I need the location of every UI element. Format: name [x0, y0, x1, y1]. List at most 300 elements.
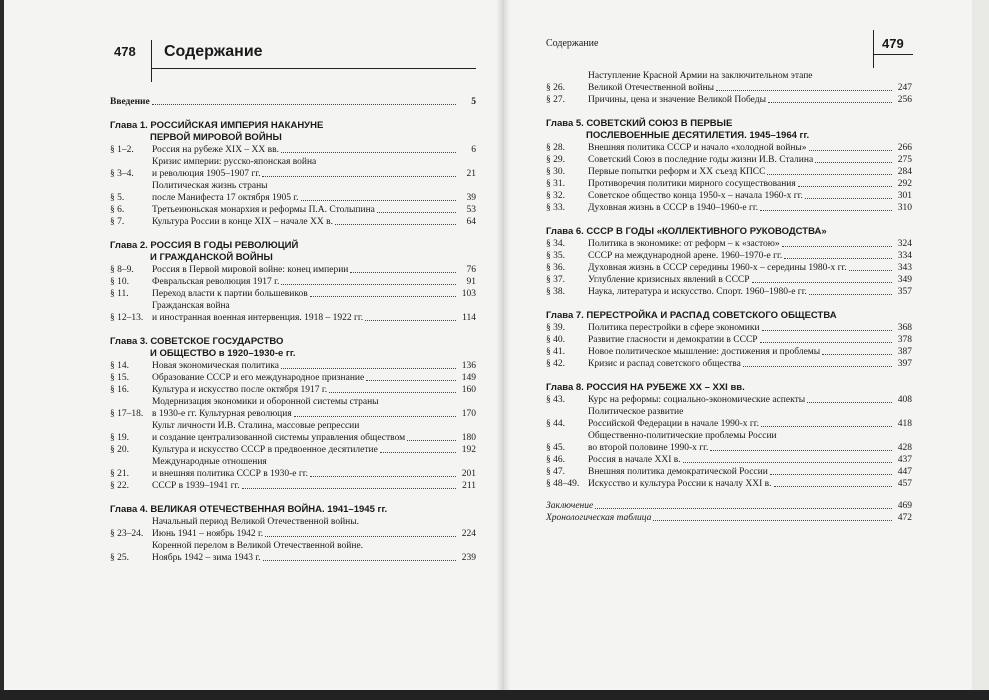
toc-entry [110, 180, 476, 204]
section-number: § 37. [546, 275, 565, 285]
entry-line [588, 142, 912, 154]
section-number: § 19. [110, 433, 129, 443]
toc-entry [546, 406, 912, 430]
toc-entry [110, 540, 476, 564]
entry-title: Общественно-политические проблемы России [588, 431, 777, 441]
entry-page-number: 284 [897, 167, 912, 177]
section-number: § 36. [546, 263, 565, 273]
toc-entry [110, 372, 476, 384]
toc-entry [110, 144, 476, 156]
entry-line [152, 180, 476, 192]
dot-leader [809, 150, 892, 151]
page-number: 478 [114, 44, 136, 59]
entry-title: Противоречия политики мирного сосуществования [588, 179, 796, 189]
entry-line [546, 500, 912, 512]
section-number: § 14. [110, 361, 129, 371]
dot-leader [263, 560, 456, 561]
entry-page-number: 387 [897, 347, 912, 357]
section-number: § 21. [110, 469, 129, 479]
toc-entry [110, 384, 476, 396]
toc-entry [546, 70, 912, 94]
entry-line [152, 276, 476, 288]
entry-body [152, 264, 476, 276]
chapter-title-line: И ГРАЖДАНСКОЙ ВОЙНЫ [150, 252, 273, 263]
entry-line [152, 300, 476, 312]
entry-title: Россия в Первой мировой войне: конец империи [152, 265, 349, 275]
dot-leader [350, 272, 456, 273]
entry-page-number: 357 [897, 287, 912, 297]
entry-title: Российской Федерации в начале 1990-х гг. [588, 419, 760, 429]
entry-title: Культ личности И.В. Сталина, массовые репрессии [152, 421, 360, 431]
chapter-title-line: Глава 8. РОССИЯ НА РУБЕЖЕ XX – XXI вв. [546, 382, 745, 393]
section-number: § 31. [546, 179, 565, 189]
entry-page-number: 275 [897, 155, 912, 165]
entry-body [152, 156, 476, 180]
toc-entry [546, 262, 912, 274]
entry-body [588, 250, 912, 262]
entry-line [152, 408, 476, 420]
toc-entry [110, 516, 476, 540]
entry-page-number: 53 [466, 205, 476, 215]
entry-line [588, 166, 912, 178]
entry-line [588, 274, 912, 286]
header-rule [873, 54, 913, 55]
chapter-title [546, 382, 912, 394]
dot-leader [380, 452, 456, 453]
entry-line [110, 96, 476, 108]
entry-title: Кризис империи: русско-японская война [152, 157, 317, 167]
entry-line [588, 70, 912, 82]
entry-line [152, 360, 476, 372]
entry-line [152, 528, 476, 540]
dot-leader [782, 246, 892, 247]
entry-title: Внешняя политика демократической России [588, 467, 768, 477]
entry-body [588, 406, 912, 430]
entry-page-number: 39 [466, 193, 476, 203]
section-number: § 41. [546, 347, 565, 357]
toc-entry [110, 396, 476, 420]
entry-body [152, 396, 476, 420]
dot-leader [294, 416, 456, 417]
entry-page-number: 266 [897, 143, 912, 153]
entry-page-number: 469 [897, 501, 912, 511]
header-rule [151, 40, 152, 82]
entry-page-number: 428 [897, 443, 912, 453]
entry-line [588, 478, 912, 490]
entry-body [152, 144, 476, 156]
entry-line [152, 540, 476, 552]
entry-page-number: 192 [461, 445, 476, 455]
toc-entry [110, 360, 476, 372]
entry-title: Гражданская война [152, 301, 230, 311]
section-number: § 10. [110, 277, 129, 287]
dot-leader [653, 520, 892, 521]
entry-line [588, 346, 912, 358]
header-rule [151, 68, 476, 69]
chapter-title-line: ПОСЛЕВОЕННЫЕ ДЕСЯТИЛЕТИЯ. 1945–1964 гг. [586, 130, 810, 141]
section-number: § 22. [110, 481, 129, 491]
page-number: 479 [882, 36, 904, 51]
entry-body [588, 358, 912, 370]
chapter-title-line: Глава 4. ВЕЛИКАЯ ОТЕЧЕСТВЕННАЯ ВОЙНА. 1941–1945 гг. [110, 504, 388, 515]
entry-body [588, 334, 912, 346]
entry-title: Советский Союз в последние годы жизни И.В. Сталина [588, 155, 814, 165]
entry-body [546, 500, 912, 512]
section-number: § 33. [546, 203, 565, 213]
table-of-contents [546, 70, 912, 524]
entry-line [588, 190, 912, 202]
entry-title: Хронологическая таблица [546, 513, 652, 523]
entry-page-number: 5 [471, 97, 476, 107]
entry-page-number: 114 [462, 313, 476, 323]
scan-edge [972, 0, 989, 700]
entry-title: Переход власти к партии большевиков [152, 289, 308, 299]
toc-entry [546, 274, 912, 286]
chapter-title-line: И ОБЩЕСТВО в 1920–1930-е гг. [150, 348, 296, 359]
entry-page-number: 201 [461, 469, 476, 479]
toc-entry [546, 334, 912, 346]
dot-leader [716, 90, 892, 91]
entry-title: Культура и искусство после октября 1917 г. [152, 385, 328, 395]
entry-body [588, 346, 912, 358]
section-number: § 1–2. [110, 145, 134, 155]
book-spread [4, 0, 972, 696]
toc-entry [110, 456, 476, 480]
section-number: § 17–18. [110, 409, 144, 419]
section-number: § 16. [110, 385, 129, 395]
entry-line [152, 144, 476, 156]
entry-line [152, 396, 476, 408]
entry-page-number: 310 [897, 203, 912, 213]
toc-entry [110, 204, 476, 216]
chapter-title [546, 118, 912, 142]
dot-leader [849, 270, 892, 271]
entry-line [152, 264, 476, 276]
toc-entry [546, 346, 912, 358]
entry-line [152, 384, 476, 396]
dot-leader [329, 392, 456, 393]
toc-entry [110, 288, 476, 300]
section-number: § 47. [546, 467, 565, 477]
entry-body [588, 142, 912, 154]
running-title: Содержание [546, 38, 599, 49]
toc-entry [110, 96, 476, 108]
section-number: § 38. [546, 287, 565, 297]
entry-body [152, 204, 476, 216]
entry-title: Ноябрь 1942 – зима 1943 г. [152, 553, 261, 563]
right-page [542, 0, 912, 690]
toc-entry [546, 430, 912, 454]
entry-body [588, 454, 912, 466]
entry-title: Модернизация экономики и оборонной системы страны [152, 397, 379, 407]
section-number: § 43. [546, 395, 565, 405]
entry-body [588, 478, 912, 490]
dot-leader [262, 176, 456, 177]
toc-entry [546, 142, 912, 154]
chapter-title-line: Глава 1. РОССИЙСКАЯ ИМПЕРИЯ НАКАНУНЕ [110, 120, 324, 131]
entry-body [152, 384, 476, 396]
entry-title: Причины, цена и значение Великой Победы [588, 95, 766, 105]
entry-body [152, 288, 476, 300]
entry-title: Россия в начале XXI в. [588, 455, 681, 465]
entry-line [588, 454, 912, 466]
dot-leader [281, 368, 456, 369]
entry-line [588, 82, 912, 94]
entry-page-number: 21 [466, 169, 476, 179]
section-number: § 48–49. [546, 479, 580, 489]
entry-line [152, 480, 476, 492]
entry-body [152, 360, 476, 372]
entry-line [588, 154, 912, 166]
dot-leader [807, 402, 892, 403]
entry-title: Внешняя политика СССР и начало «холодной войны» [588, 143, 807, 153]
entry-title: во второй половине 1990-х гг. [588, 443, 709, 453]
dot-leader [335, 224, 456, 225]
toc-entry [546, 454, 912, 466]
dot-leader [798, 186, 892, 187]
toc-entry [546, 166, 912, 178]
dot-leader [752, 282, 892, 283]
dot-leader [407, 440, 456, 441]
entry-title: Россия на рубеже XIX – XX вв. [152, 145, 280, 155]
entry-page-number: 437 [897, 455, 912, 465]
section-number: § 28. [546, 143, 565, 153]
dot-leader [365, 320, 456, 321]
entry-title: Начальный период Великой Отечественной войны. [152, 517, 360, 527]
toc-entry [546, 394, 912, 406]
entry-body [152, 276, 476, 288]
entry-body [152, 216, 476, 228]
toc-entry [546, 286, 912, 298]
entry-page-number: 160 [461, 385, 476, 395]
entry-title: СССР в 1939–1941 гг. [152, 481, 240, 491]
entry-title: Углубление кризисных явлений в СССР [588, 275, 750, 285]
section-number: § 39. [546, 323, 565, 333]
entry-page-number: 292 [897, 179, 912, 189]
entry-body [588, 190, 912, 202]
dot-leader [770, 474, 892, 475]
entry-title: Культура и искусство СССР в предвоенное десятилетие [152, 445, 378, 455]
toc-entry [546, 358, 912, 370]
toc-entry [546, 322, 912, 334]
entry-title: Политическое развитие [588, 407, 684, 417]
entry-line [152, 432, 476, 444]
dot-leader [242, 488, 456, 489]
entry-body [588, 322, 912, 334]
spacer [546, 490, 912, 500]
entry-line [588, 238, 912, 250]
entry-page-number: 211 [462, 481, 476, 491]
dot-leader [822, 354, 892, 355]
entry-title: Культура России в конце XIX – начале XX в. [152, 217, 333, 227]
entry-page-number: 368 [897, 323, 912, 333]
dot-leader [281, 152, 456, 153]
entry-page-number: 91 [466, 277, 476, 287]
entry-page-number: 349 [897, 275, 912, 285]
entry-page-number: 447 [897, 467, 912, 477]
toc-entry [110, 276, 476, 288]
entry-line [152, 372, 476, 384]
entry-title: Новое политическое мышление: достижения и проблемы [588, 347, 821, 357]
section-number: § 30. [546, 167, 565, 177]
section-number: § 29. [546, 155, 565, 165]
section-number: § 3–4. [110, 169, 134, 179]
toc-entry [110, 264, 476, 276]
entry-body [588, 274, 912, 286]
entry-body [152, 516, 476, 540]
chapter-title [110, 240, 476, 264]
entry-page-number: 103 [461, 289, 476, 299]
entry-body [152, 540, 476, 564]
entry-page-number: 170 [461, 409, 476, 419]
entry-line [588, 202, 912, 214]
dot-leader [710, 450, 892, 451]
entry-title: Февральская революция 1917 г. [152, 277, 280, 287]
chapter-title [546, 226, 912, 238]
entry-title: и внешняя политика СССР в 1930-е гг. [152, 469, 308, 479]
entry-line [588, 178, 912, 190]
entry-body [588, 166, 912, 178]
entry-page-number: 224 [461, 529, 476, 539]
entry-body [152, 444, 476, 456]
dot-leader [152, 104, 456, 105]
entry-body [588, 466, 912, 478]
entry-page-number: 408 [897, 395, 912, 405]
section-number: § 6. [110, 205, 125, 215]
section-number: § 35. [546, 251, 565, 261]
section-number: § 15. [110, 373, 129, 383]
section-number: § 26. [546, 83, 565, 93]
toc-entry [546, 154, 912, 166]
entry-page-number: 418 [897, 419, 912, 429]
entry-title: Первые попытки реформ и XX съезд КПСС [588, 167, 766, 177]
entry-title: Политическая жизнь страны [152, 181, 268, 191]
entry-title: Международные отношения [152, 457, 267, 467]
entry-body [152, 180, 476, 204]
section-number: § 40. [546, 335, 565, 345]
entry-body [110, 96, 476, 108]
entry-body [588, 262, 912, 274]
entry-body [152, 300, 476, 324]
toc-entry [546, 478, 912, 490]
dot-leader [761, 426, 892, 427]
chapter-title-line: Глава 6. СССР В ГОДЫ «КОЛЛЕКТИВНОГО РУКОВОДСТВА» [546, 226, 827, 237]
left-page [106, 0, 476, 690]
section-number: § 20. [110, 445, 129, 455]
dot-leader [265, 536, 456, 537]
section-number: § 12–13. [110, 313, 144, 323]
entry-page-number: 247 [897, 83, 912, 93]
entry-body [546, 512, 912, 524]
toc-entry [546, 466, 912, 478]
entry-line [152, 516, 476, 528]
entry-page-number: 334 [897, 251, 912, 261]
entry-page-number: 343 [897, 263, 912, 273]
entry-line [588, 406, 912, 418]
entry-title: СССР на международной арене. 1960–1970-е гг. [588, 251, 783, 261]
entry-title: после Манифеста 17 октября 1905 г. [152, 193, 299, 203]
entry-title: Коренной перелом в Великой Отечественной войне. [152, 541, 364, 551]
toc-entry [546, 500, 912, 512]
dot-leader [762, 330, 892, 331]
entry-title: Политика в экономике: от реформ – к «застою» [588, 239, 780, 249]
section-number: § 32. [546, 191, 565, 201]
table-of-contents [110, 96, 476, 564]
entry-page-number: 6 [471, 145, 476, 155]
entry-title: Духовная жизнь в СССР в 1940–1960-е гг. [588, 203, 759, 213]
chapter-title [110, 336, 476, 360]
entry-title: Курс на реформы: социально-экономические аспекты [588, 395, 806, 405]
entry-body [588, 286, 912, 298]
entry-page-number: 324 [897, 239, 912, 249]
entry-title: Июнь 1941 – ноябрь 1942 г. [152, 529, 264, 539]
dot-leader [310, 296, 456, 297]
entry-line [152, 552, 476, 564]
entry-body [588, 394, 912, 406]
entry-title: в 1930-е гг. Культурная революция [152, 409, 292, 419]
entry-line [588, 418, 912, 430]
entry-line [152, 168, 476, 180]
section-number: § 8–9. [110, 265, 134, 275]
entry-line [152, 444, 476, 456]
entry-body [588, 178, 912, 190]
entry-title: и революция 1905–1907 гг. [152, 169, 261, 179]
dot-leader [595, 508, 892, 509]
dot-leader [683, 462, 892, 463]
dot-leader [760, 210, 892, 211]
entry-body [152, 456, 476, 480]
entry-page-number: 301 [897, 191, 912, 201]
chapter-title [110, 120, 476, 144]
chapter-title-line: ПЕРВОЙ МИРОВОЙ ВОЙНЫ [150, 132, 282, 143]
toc-entry [546, 250, 912, 262]
entry-line [588, 250, 912, 262]
entry-line [588, 358, 912, 370]
entry-title: Советское общество конца 1950-х – начала 1960-х гг. [588, 191, 803, 201]
entry-title: Третьеиюньская монархия и реформы П.А. Столыпина [152, 205, 375, 215]
dot-leader [809, 294, 892, 295]
section-number: § 34. [546, 239, 565, 249]
entry-line [588, 94, 912, 106]
dot-leader [760, 342, 892, 343]
section-number: § 25. [110, 553, 129, 563]
book-gutter [496, 0, 510, 696]
entry-title: Новая экономическая политика [152, 361, 279, 371]
toc-entry [110, 444, 476, 456]
entry-line [588, 262, 912, 274]
toc-entry [110, 480, 476, 492]
entry-title: Кризис и распад советского общества [588, 359, 741, 369]
dot-leader [743, 366, 892, 367]
entry-line [152, 288, 476, 300]
entry-title: Наступление Красной Армии на заключительном этапе [588, 71, 813, 81]
entry-page-number: 378 [897, 335, 912, 345]
entry-line [152, 204, 476, 216]
scan-edge [0, 690, 989, 700]
entry-page-number: 64 [466, 217, 476, 227]
chapter-title [546, 310, 912, 322]
entry-line [588, 394, 912, 406]
section-number: § 5. [110, 193, 125, 203]
chapter-title [110, 504, 476, 516]
entry-body [588, 70, 912, 94]
dot-leader [377, 212, 456, 213]
dot-leader [784, 258, 892, 259]
entry-line [588, 334, 912, 346]
chapter-title-line: Глава 7. ПЕРЕСТРОЙКА И РАСПАД СОВЕТСКОГО ОБЩЕСТВА [546, 310, 837, 321]
dot-leader [366, 380, 456, 381]
entry-line [152, 456, 476, 468]
